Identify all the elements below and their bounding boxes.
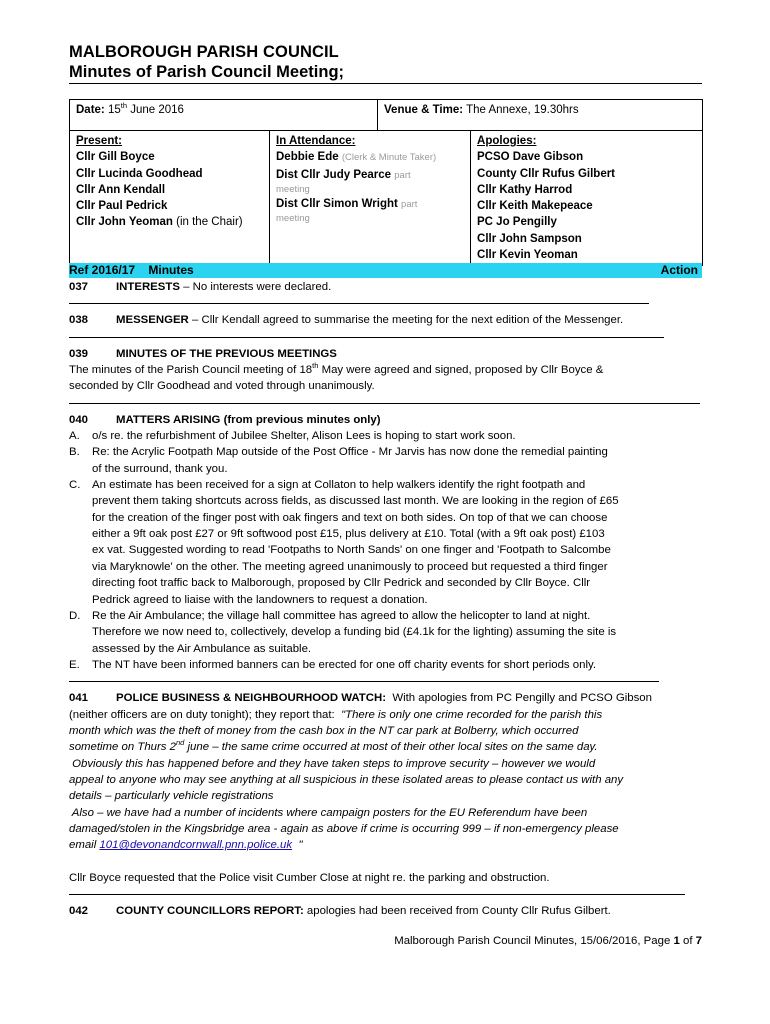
item-041-line [69, 707, 704, 723]
attendee-3: Dist Cllr Simon Wright [276, 197, 398, 210]
apologies-cell [471, 131, 703, 266]
police-quote: june – the same crime occurred at most of their other local sites on the same day. [187, 741, 598, 754]
apology-2: County Cllr Rufus Gilbert [477, 167, 616, 180]
matters-arising-line [69, 657, 704, 673]
item-041-line [69, 772, 704, 788]
apology-7: Cllr Kevin Yeoman [477, 249, 578, 262]
item-042-number: 042 [69, 905, 89, 918]
chair-note: (in the Chair) [176, 216, 243, 229]
list-text: ex vat. Suggested wording to read 'Footpaths to North Sands' on one finger and 'Footpath to Salcombe [92, 544, 611, 557]
present-1: Cllr Gill Boyce [76, 151, 155, 164]
police-quote: email [69, 839, 97, 852]
matters-arising-line [69, 493, 704, 509]
present-2: Cllr Lucinda Goodhead [76, 167, 203, 180]
item-041-text: (neither officers are on duty tonight); they report that: [69, 708, 335, 721]
divider [69, 295, 649, 304]
item-038-text: – Cllr Kendall agreed to summarise the meeting for the next edition of the Messenger. [191, 314, 624, 327]
venue-cell [378, 100, 703, 131]
footer-of: of [682, 935, 693, 947]
action-label: Action [660, 263, 698, 277]
attendance-label: In Attendance: [276, 135, 356, 147]
list-marker: D. [69, 609, 81, 622]
attendance-cell [270, 131, 471, 266]
item-041-line [69, 788, 704, 804]
attendee-2: Dist Cllr Judy Pearce [276, 168, 392, 181]
matters-arising-line [69, 461, 704, 477]
item-037-heading: INTERESTS [116, 281, 180, 293]
apology-1: PCSO Dave Gibson [477, 151, 584, 164]
apology-4: Cllr Keith Makepeace [477, 200, 593, 213]
attendee-1-note: (Clerk & Minute Taker) [341, 152, 437, 164]
present-5: Cllr John Yeoman [76, 216, 173, 229]
council-title: MALBOROUGH PARISH COUNCIL [69, 43, 339, 61]
ref-header-bar [69, 263, 702, 278]
item-039-line [69, 362, 704, 378]
apology-3: Cllr Kathy Harrod [477, 183, 573, 196]
item-039-sup: th [312, 362, 319, 371]
police-email-link[interactable]: 101@devonandcornwall.pnn.police.uk [99, 839, 293, 852]
attendee-3-note-cont: meeting [276, 213, 310, 225]
present-3: Cllr Ann Kendall [76, 183, 166, 196]
date-day: 15 [107, 104, 121, 116]
item-041-line [69, 821, 704, 837]
police-quote: Also – we have had a number of incidents where campaign posters for the EU Referendum have been [69, 806, 588, 819]
matters-arising-line [69, 428, 704, 444]
list-text: Re: the Acrylic Footpath Map outside of the Post Office - Mr Jarvis has now done the remedial painting [92, 446, 608, 459]
item-040 [69, 412, 704, 428]
item-039-text-b: May were agreed and signed, proposed by Cllr Boyce & [321, 364, 604, 377]
police-quote: month which was the theft of money from the cash box in the NT car park at Bolberry, which occurred [69, 724, 579, 737]
title-divider [69, 83, 702, 84]
list-text: prevent them taking shortcuts across fields, as discussed last month. We are looking in the region of £65 [92, 495, 619, 508]
item-041-line [69, 756, 704, 772]
item-039-number: 039 [69, 347, 89, 360]
page-footer [0, 933, 702, 949]
matters-arising-line [69, 575, 704, 591]
item-042 [69, 903, 704, 919]
matters-arising-list [69, 428, 704, 673]
item-042-heading: COUNTY COUNCILLORS REPORT: [116, 905, 304, 918]
item-041-line [69, 723, 704, 739]
police-quote-close: " [298, 839, 303, 852]
police-quote-sup: nd [176, 739, 185, 748]
item-037-text: – No interests were declared. [183, 281, 332, 293]
item-041-heading: POLICE BUSINESS & NEIGHBOURHOOD WATCH: [116, 692, 387, 705]
list-text: of the surround, thank you. [92, 462, 228, 475]
list-text: Re the Air Ambulance; the village hall committee has agreed to allow the helicopter to land at night. [92, 609, 591, 622]
police-quote: details – particularly vehicle registrations [69, 790, 274, 803]
list-text: Therefore we now need to, collectively, develop a funding bid (£4.1k for the lighting) assuming the site is [92, 626, 617, 639]
item-039 [69, 346, 704, 362]
list-marker: A. [69, 430, 80, 443]
spacer [69, 854, 704, 870]
list-marker: E. [69, 658, 80, 671]
date-cell [70, 100, 378, 131]
divider [69, 673, 659, 682]
list-text: directing foot traffic back to Malborough, proposed by Cllr Pedrick and seconded by Cllr Boyce. Cllr [92, 577, 591, 590]
venue-value: The Annexe, 19.30hrs [466, 104, 579, 116]
item-041-line [69, 805, 704, 821]
matters-arising-line [69, 526, 704, 542]
venue-label: Venue & Time: [384, 104, 464, 116]
present-label: Present: [76, 135, 123, 147]
divider [69, 395, 700, 404]
minutes-body [69, 279, 704, 920]
item-039-text-a: The minutes of the Parish Council meeting of 18 [69, 364, 313, 377]
matters-arising-line [69, 477, 704, 493]
item-042-text: apologies had been received from County Cllr Rufus Gilbert. [306, 905, 611, 918]
item-041-text: With apologies from PC Pengilly and PCSO Gibson [392, 692, 652, 705]
police-quote: "There is only one crime recorded for the parish this [341, 708, 603, 721]
date-rest: June 2016 [130, 104, 184, 116]
item-041 [69, 690, 704, 706]
matters-arising-line [69, 624, 704, 640]
attendee-1: Debbie Ede [276, 151, 339, 164]
item-041-line: Cllr Boyce requested that the Police visit Cumber Close at night re. the parking and obstruction. [69, 872, 550, 884]
police-quote: sometime on Thurs 2 [69, 741, 176, 754]
item-039-heading: MINUTES OF THE PREVIOUS MEETINGS [116, 347, 337, 360]
apology-5: PC Jo Pengilly [477, 216, 557, 229]
attendee-2-note-cont: meeting [276, 183, 310, 195]
police-quote: damaged/stolen in the Kingsbridge area - again as above if crime is occurring 999 – if non-emergency please [69, 822, 619, 835]
date-sup: th [120, 101, 128, 111]
footer-page-number: 1 [673, 935, 680, 947]
list-text: for the creation of the finger post with oak fingers and text on both sides. On top of that we can choose [92, 511, 608, 524]
item-037 [69, 279, 704, 295]
footer-page-total: 7 [695, 935, 702, 947]
matters-arising-line [69, 559, 704, 575]
item-040-heading: MATTERS ARISING (from previous minutes only) [116, 413, 381, 426]
item-039-line: seconded by Cllr Goodhead and voted through unanimously. [69, 380, 375, 393]
list-text: Pedrick agreed to liaise with the landowners to request a donation. [92, 593, 428, 606]
matters-arising-line [69, 592, 704, 608]
list-text: either a 9ft oak post £27 or 9ft softwood post £15, plus delivery at £10. Total (with a 9ft oak post) £103 [92, 528, 605, 541]
police-quote: Obviously this has happened before and they have taken steps to improve security – however we would [69, 757, 596, 770]
divider [69, 886, 685, 895]
divider [69, 329, 664, 338]
list-marker: C. [69, 479, 81, 492]
matters-arising-line [69, 444, 704, 460]
list-text: An estimate has been received for a sign at Collaton to help walkers identify the right footpath and [92, 479, 586, 492]
ref-label: Ref 2016/17 Minutes [69, 263, 194, 277]
item-041-line [69, 739, 704, 755]
attendee-3-note: part [401, 198, 418, 210]
list-text: The NT have been informed banners can be erected for one off charity events for short periods only. [92, 658, 597, 671]
apologies-label: Apologies: [477, 135, 537, 147]
police-quote: appeal to anyone who may see anything at all suspicious in these isolated areas to please contact us with any [69, 773, 624, 786]
list-text: o/s re. the refurbishment of Jubilee Shelter, Alison Lees is hoping to start work soon. [92, 430, 516, 443]
meeting-header-table [69, 99, 703, 266]
list-text: via Maryknowle' on the other. The meeting agreed unanimously to proceed but requested a third finger [92, 560, 608, 573]
item-038 [69, 312, 704, 328]
date-label: Date: [76, 104, 105, 116]
matters-arising-line [69, 510, 704, 526]
item-037-number: 037 [69, 281, 89, 293]
item-040-number: 040 [69, 413, 89, 426]
item-041-number: 041 [69, 692, 89, 705]
footer-text: Malborough Parish Council Minutes, 15/06/2016, Page [394, 935, 671, 947]
item-041-line [69, 837, 704, 853]
item-038-heading: MESSENGER [116, 314, 189, 327]
matters-arising-line [69, 641, 704, 657]
matters-arising-line [69, 542, 704, 558]
list-marker: B. [69, 446, 80, 459]
item-038-number: 038 [69, 314, 89, 327]
present-cell [70, 131, 270, 266]
matters-arising-line [69, 608, 704, 624]
minutes-subtitle: Minutes of Parish Council Meeting; [69, 63, 345, 81]
present-4: Cllr Paul Pedrick [76, 200, 168, 213]
attendee-2-note: part [394, 169, 411, 181]
list-text: assessed by the Air Ambulance as suitable. [92, 642, 312, 655]
apology-6: Cllr John Sampson [477, 232, 582, 245]
